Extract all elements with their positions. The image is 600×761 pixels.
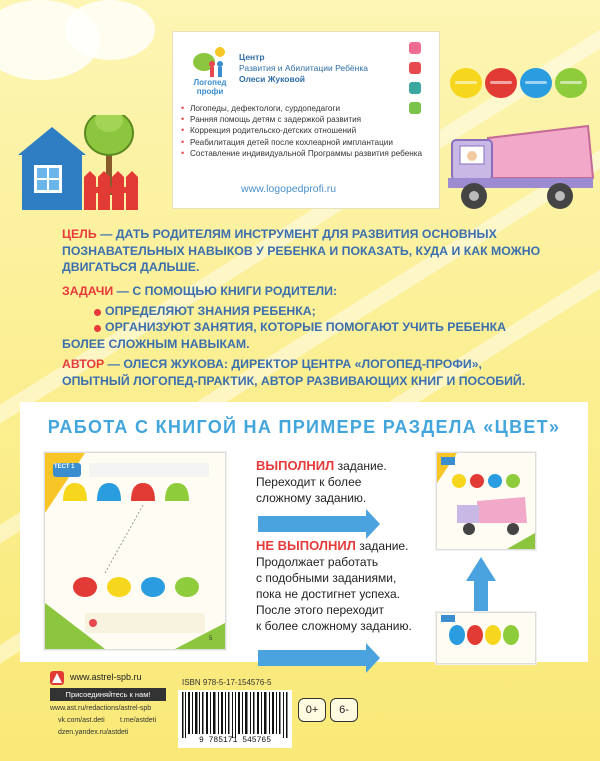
center-website[interactable]: www.logopedprofi.ru bbox=[241, 183, 337, 195]
task-item: ОПРЕДЕЛЯЮТ ЗНАНИЯ РЕБЕНКА; bbox=[105, 304, 316, 318]
barcode-digits: 9 785171 545765 bbox=[198, 736, 271, 745]
social-icons bbox=[409, 42, 423, 122]
logoped-profi-card bbox=[172, 31, 440, 209]
goal-paragraph: ЦЕЛЬ — ДАТЬ РОДИТЕЛЯМ ИНСТРУМЕНТ ДЛЯ РАЗВИТИЯ ОСНОВНЫХ ПОЗНАВАТЕЛЬНЫХ НАВЫКОВ У РЕБЕНКА И ПОКАЗАТЬ, КУДА И КАК МОЖНО ДВИГАТЬСЯ ДАЛЬШЕ. bbox=[62, 227, 541, 274]
dzen-link[interactable]: dzen.yandex.ru/astdeti bbox=[58, 729, 129, 736]
example-panel bbox=[20, 402, 588, 662]
done-text: ВЫПОЛНИЛ задание. Переходит к более сложному заданию. bbox=[256, 458, 387, 505]
similar-task-thumbnail bbox=[436, 612, 536, 664]
task-item-cont: БОЛЕЕ СЛОЖНЫМ НАВЫКАМ. bbox=[62, 337, 250, 351]
vk-link[interactable]: vk.com/ast.deti bbox=[58, 717, 105, 724]
example-page-art bbox=[45, 453, 225, 649]
bullet-icon bbox=[94, 325, 101, 332]
services-list bbox=[181, 103, 437, 159]
arrow-right-icon bbox=[258, 516, 366, 532]
logo-tree-icon bbox=[190, 46, 230, 78]
harder-task-art bbox=[437, 453, 535, 549]
bullet-icon bbox=[94, 309, 101, 316]
brand-line2: профи bbox=[196, 87, 224, 96]
red-ball bbox=[485, 68, 517, 98]
age-rating: 0+ bbox=[298, 698, 326, 722]
barcode bbox=[178, 690, 292, 748]
social-icon[interactable] bbox=[409, 82, 421, 94]
service-item: • Логопеды, дефектологи, сурдопедагоги bbox=[181, 103, 437, 114]
publisher-site[interactable]: www.astrel-spb.ru bbox=[70, 672, 142, 682]
social-icon[interactable] bbox=[409, 62, 421, 74]
panel-title: РАБОТА С КНИГОЙ НА ПРИМЕРЕ РАЗДЕЛА «ЦВЕТ» bbox=[47, 417, 561, 437]
task-item: ОРГАНИЗУЮТ ЗАНЯТИЯ, КОТОРЫЕ ПОМОГАЮТ УЧИТЬ РЕБЕНКА bbox=[105, 320, 506, 334]
telegram-link[interactable]: t.me/astdeti bbox=[120, 717, 157, 724]
blue-ball bbox=[520, 68, 552, 98]
harder-task-thumbnail bbox=[436, 452, 536, 550]
service-item: • Ранняя помощь детям с задержкой развития bbox=[181, 114, 437, 125]
brand-line1: Логопед bbox=[193, 78, 227, 87]
service-item: • Реабилитация детей после кохлеарной имплантации bbox=[181, 137, 437, 148]
arrow-up-icon bbox=[466, 557, 496, 617]
service-item: • Коррекция родительско-детских отношений bbox=[181, 125, 437, 136]
logoped-profi-logo bbox=[185, 46, 235, 96]
astrel-logo-icon bbox=[50, 671, 64, 685]
yellow-ball bbox=[450, 68, 482, 98]
author-paragraph: АВТОР — ОЛЕСЯ ЖУКОВА: ДИРЕКТОР ЦЕНТРА «ЛОГОПЕД-ПРОФИ», ОПЫТНЫЙ ЛОГОПЕД-ПРАКТИК, АВТОР РАЗВИВАЮЩИХ КНИГ И ПОСОБИЙ. bbox=[62, 357, 526, 388]
center-name: Центр Развития и Абилитации Ребёнка Олеси Жуковой bbox=[239, 52, 368, 84]
social-icon[interactable] bbox=[409, 102, 421, 114]
cloud-illustration bbox=[0, 0, 170, 120]
notdone-text: НЕ ВЫПОЛНИЛ задание. Продолжает работать с подобными заданиями, пока не достигнет успеха. После этого переходит к более сложному заданию. bbox=[256, 538, 412, 633]
social-icon[interactable] bbox=[409, 42, 421, 54]
green-ball bbox=[555, 68, 587, 98]
house-illustration bbox=[10, 115, 170, 215]
similar-task-art bbox=[437, 613, 535, 663]
tasks-heading: ЗАДАЧИ — С ПОМОЩЬЮ КНИГИ РОДИТЕЛИ: bbox=[62, 284, 338, 298]
isbn: ISBN 978-5-17-154576-5 bbox=[182, 678, 272, 687]
publisher-link[interactable]: www.ast.ru/redactions/astrel-spb bbox=[50, 705, 152, 712]
age-range: 6- bbox=[330, 698, 358, 722]
join-us-banner[interactable]: Присоединяйтесь к нам! bbox=[50, 688, 166, 701]
example-page-thumbnail bbox=[44, 452, 226, 650]
service-item: • Составление индивидуальной Программы развития ребенка bbox=[181, 148, 437, 159]
page-number: 5 bbox=[209, 636, 213, 642]
test-label: ТЕСТ 1 bbox=[54, 464, 75, 470]
dump-truck-illustration bbox=[448, 118, 598, 214]
